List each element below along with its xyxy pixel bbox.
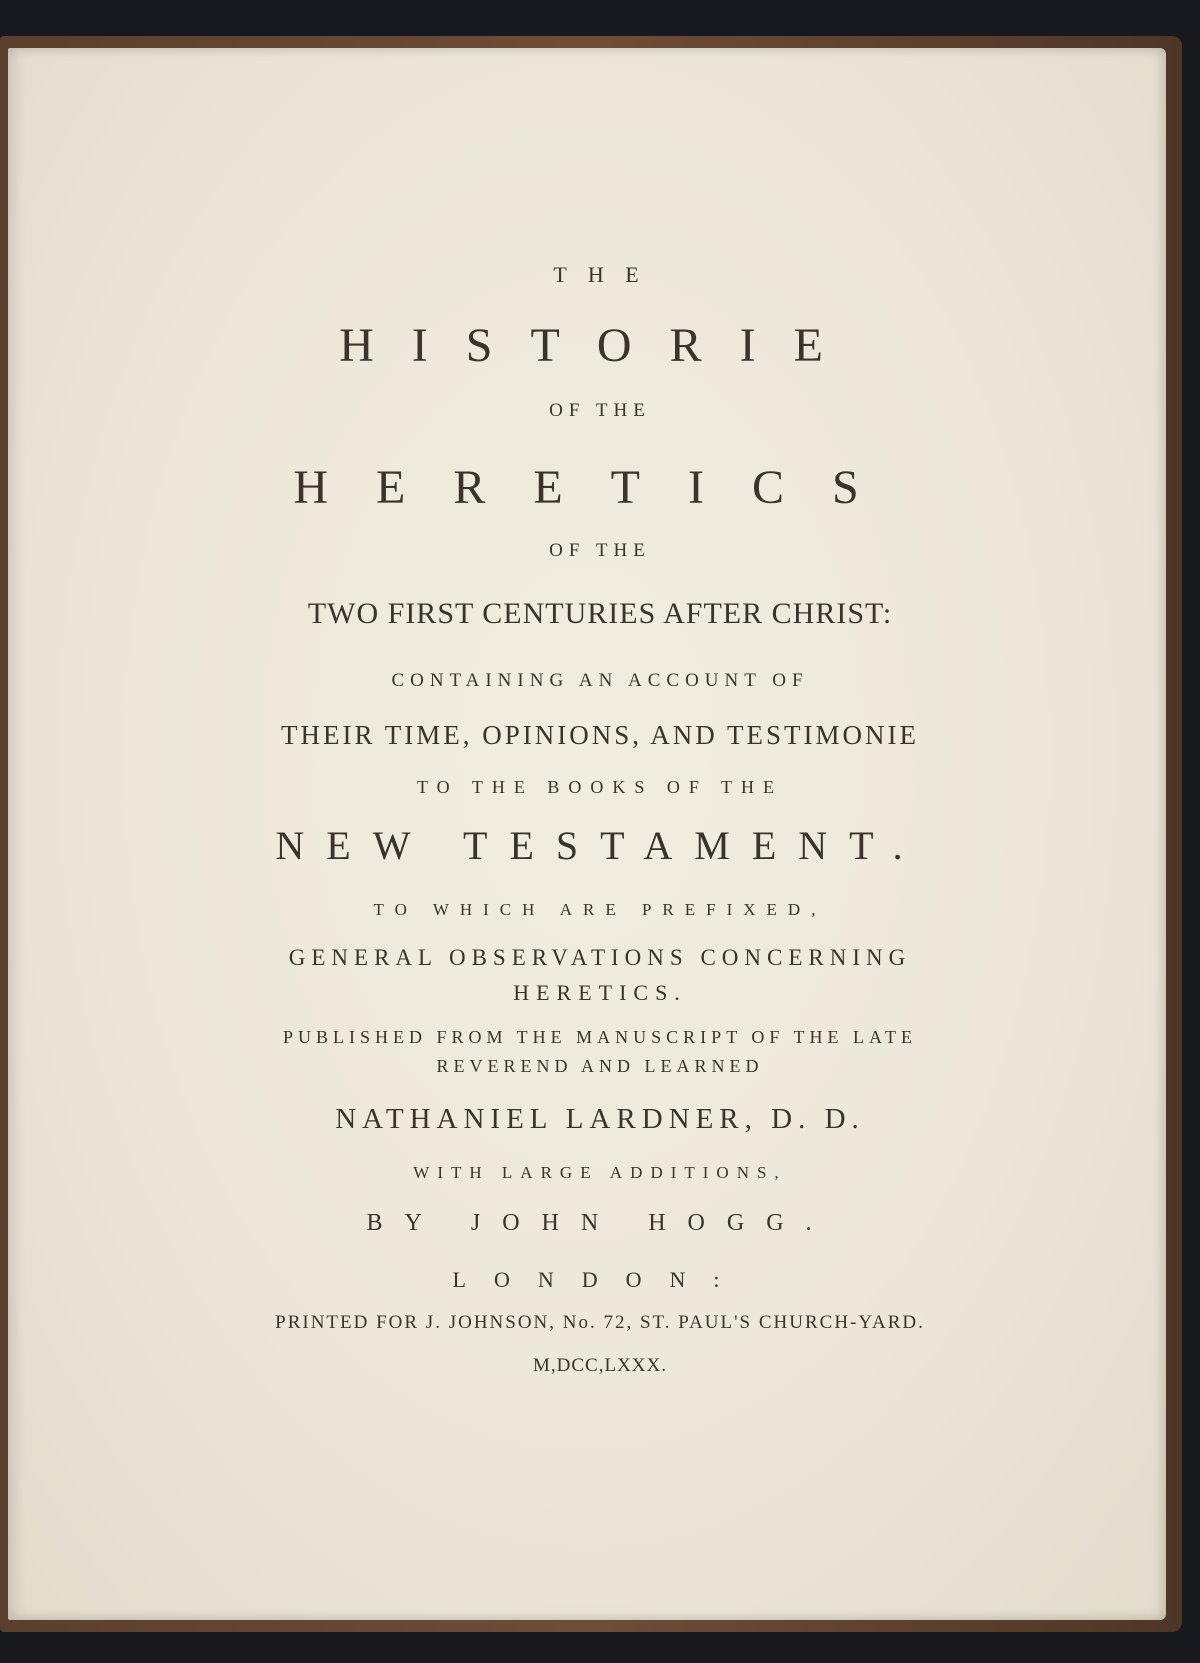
heading-two-first-centuries: TWO FIRST CENTURIES AFTER CHRIST: xyxy=(307,597,893,630)
heading-of-the-1: OF THE xyxy=(549,400,651,421)
line-to-which: TO WHICH ARE PREFIXED, xyxy=(373,900,827,919)
imprint-year: M,DCC,LXXX. xyxy=(533,1355,667,1376)
line-to-the-books: TO THE BOOKS OF THE xyxy=(416,777,784,797)
line-their-time: THEIR TIME, OPINIONS, AND TESTIMONIE xyxy=(281,720,919,750)
line-heretics-small: HERETICS. xyxy=(513,980,687,1005)
heading-heretics: HERETICS xyxy=(293,461,907,514)
heading-new-testament: NEW TESTAMENT. xyxy=(275,823,925,868)
heading-of-the-2: OF THE xyxy=(549,540,651,561)
line-by-john-hogg: BY JOHN HOGG. xyxy=(366,1210,834,1236)
heading-historie: HISTORIE xyxy=(339,319,861,372)
line-reverend: REVEREND AND LEARNED xyxy=(436,1056,764,1076)
imprint-london: LONDON: xyxy=(452,1267,748,1292)
line-published-from: PUBLISHED FROM THE MANUSCRIPT OF THE LATE xyxy=(282,1027,918,1047)
line-containing: CONTAINING AN ACCOUNT OF xyxy=(391,670,809,691)
author-name: NATHANIEL LARDNER, D. D. xyxy=(335,1103,865,1135)
line-with-large-additions: WITH LARGE ADDITIONS, xyxy=(413,1163,787,1182)
line-general-observations: GENERAL OBSERVATIONS CONCERNING xyxy=(288,945,912,970)
heading-the: T H E xyxy=(553,262,647,287)
imprint-printed-for: PRINTED FOR J. JOHNSON, No. 72, ST. PAUL'S CHURCH-YARD. xyxy=(275,1312,925,1333)
